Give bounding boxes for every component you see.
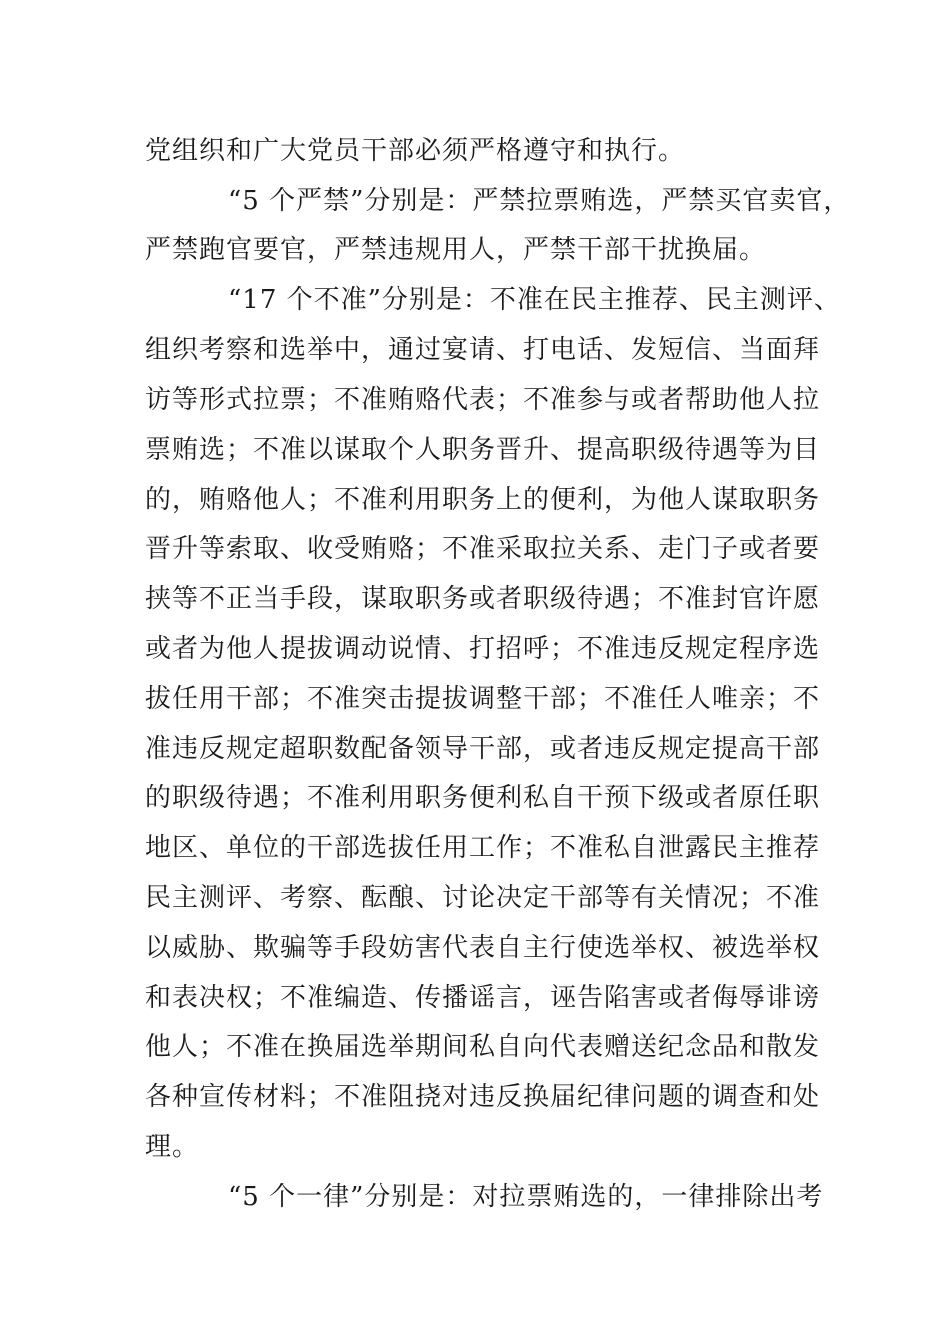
text-line: 他人；不准在换届选举期间私自向代表赠送纪念品和散发 <box>145 1032 821 1062</box>
text-line: 挟等不正当手段，谋取职务或者职级待遇；不准封官许愿 <box>145 584 821 614</box>
text-line: 的，贿赂他人；不准利用职务上的便利，为他人谋取职务 <box>145 485 821 515</box>
text-line: 以威胁、欺骗等手段妨害代表自主行使选举权、被选举权 <box>145 933 821 963</box>
text-line: 或者为他人提拔调动说情、打招呼；不准违反规定程序选 <box>145 634 821 664</box>
text-line: 组织考察和选举中，通过宴请、打电话、发短信、当面拜 <box>145 335 821 365</box>
text-line: 拔任用干部；不准突击提拔调整干部；不准任人唯亲；不 <box>145 684 821 714</box>
text-line: 各种宣传材料；不准阻挠对违反换届纪律问题的调查和处 <box>145 1082 821 1112</box>
paragraph-first-line: “5 个严禁”分别是：严禁拉票贿选，严禁买官卖官， <box>228 186 851 216</box>
text-line: 民主测评、考察、酝酿、讨论决定干部等有关情况；不准 <box>145 883 821 913</box>
paragraph-first-line: “5 个一律”分别是：对拉票贿选的，一律排除出考 <box>228 1182 824 1212</box>
text-line: 和表决权；不准编造、传播谣言，诬告陷害或者侮辱诽谤 <box>145 983 821 1013</box>
text-line: 严禁跑官要官，严禁违规用人，严禁干部干扰换届。 <box>145 235 767 265</box>
paragraph-first-line: “17 个不准”分别是：不准在民主推荐、民主测评、 <box>228 285 841 315</box>
text-line: 访等形式拉票；不准贿赂代表；不准参与或者帮助他人拉 <box>145 385 821 415</box>
text-line: 票贿选；不准以谋取个人职务晋升、提高职级待遇等为目 <box>145 435 821 465</box>
text-line: 理。 <box>145 1132 200 1162</box>
text-line: 地区、单位的干部选拔任用工作；不准私自泄露民主推荐 <box>145 833 821 863</box>
text-line: 党组织和广大党员干部必须严格遵守和执行。 <box>145 136 686 166</box>
text-line: 晋升等索取、收受贿赂；不准采取拉关系、走门子或者要 <box>145 534 821 564</box>
text-line: 的职级待遇；不准利用职务便利私自干预下级或者原任职 <box>145 783 821 813</box>
text-line: 准违反规定超职数配备领导干部，或者违反规定提高干部 <box>145 734 821 764</box>
